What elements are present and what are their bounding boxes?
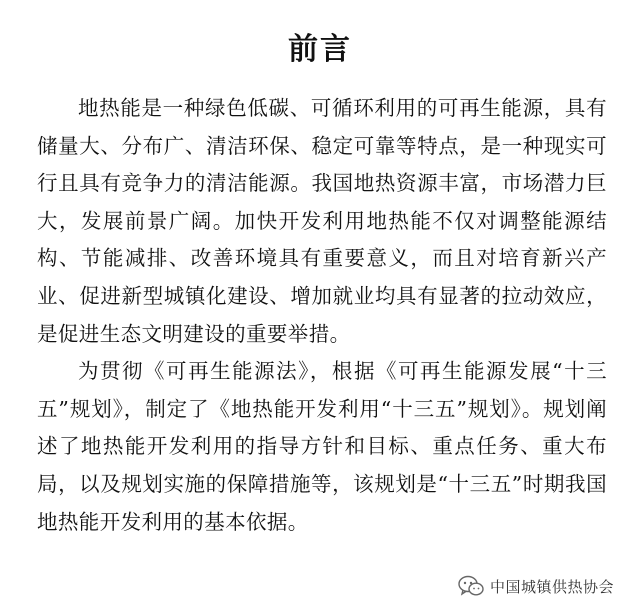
paragraph-1: 地热能是一种绿色低碳、可循环利用的可再生能源，具有储量大、分布广、清洁环保、稳定可靠等特点，是一种现实可行且具有竞争力的清洁能源。我国地热资源丰富，市场潜力巨大，发展前景广阔。加快开发利用地热能不仅对调整能源结构、节能减排、改善环境具有重要意义，而且对培育新兴产业、促进新型城镇化建设、增加就业均具有显著的拉动效应，是促进生态文明建设的重要举措。 [37, 96, 607, 346]
paragraph-2: 为贯彻《可再生能源法》，根据《可再生能源发展“十三五”规划》，制定了《地热能开发利用“十三五”规划》。规划阐述了地热能开发利用的指导方针和目标、重点任务、重大布局，以及规划实施的保障措施等，该规划是“十三五”时期我国地热能开发利用的基本依据。 [37, 359, 607, 534]
watermark-label: 中国城镇供热协会 [489, 577, 614, 596]
wechat-icon [458, 575, 484, 597]
document-body [37, 90, 607, 541]
source-watermark [454, 573, 618, 599]
document-title: 前言 [288, 32, 352, 67]
